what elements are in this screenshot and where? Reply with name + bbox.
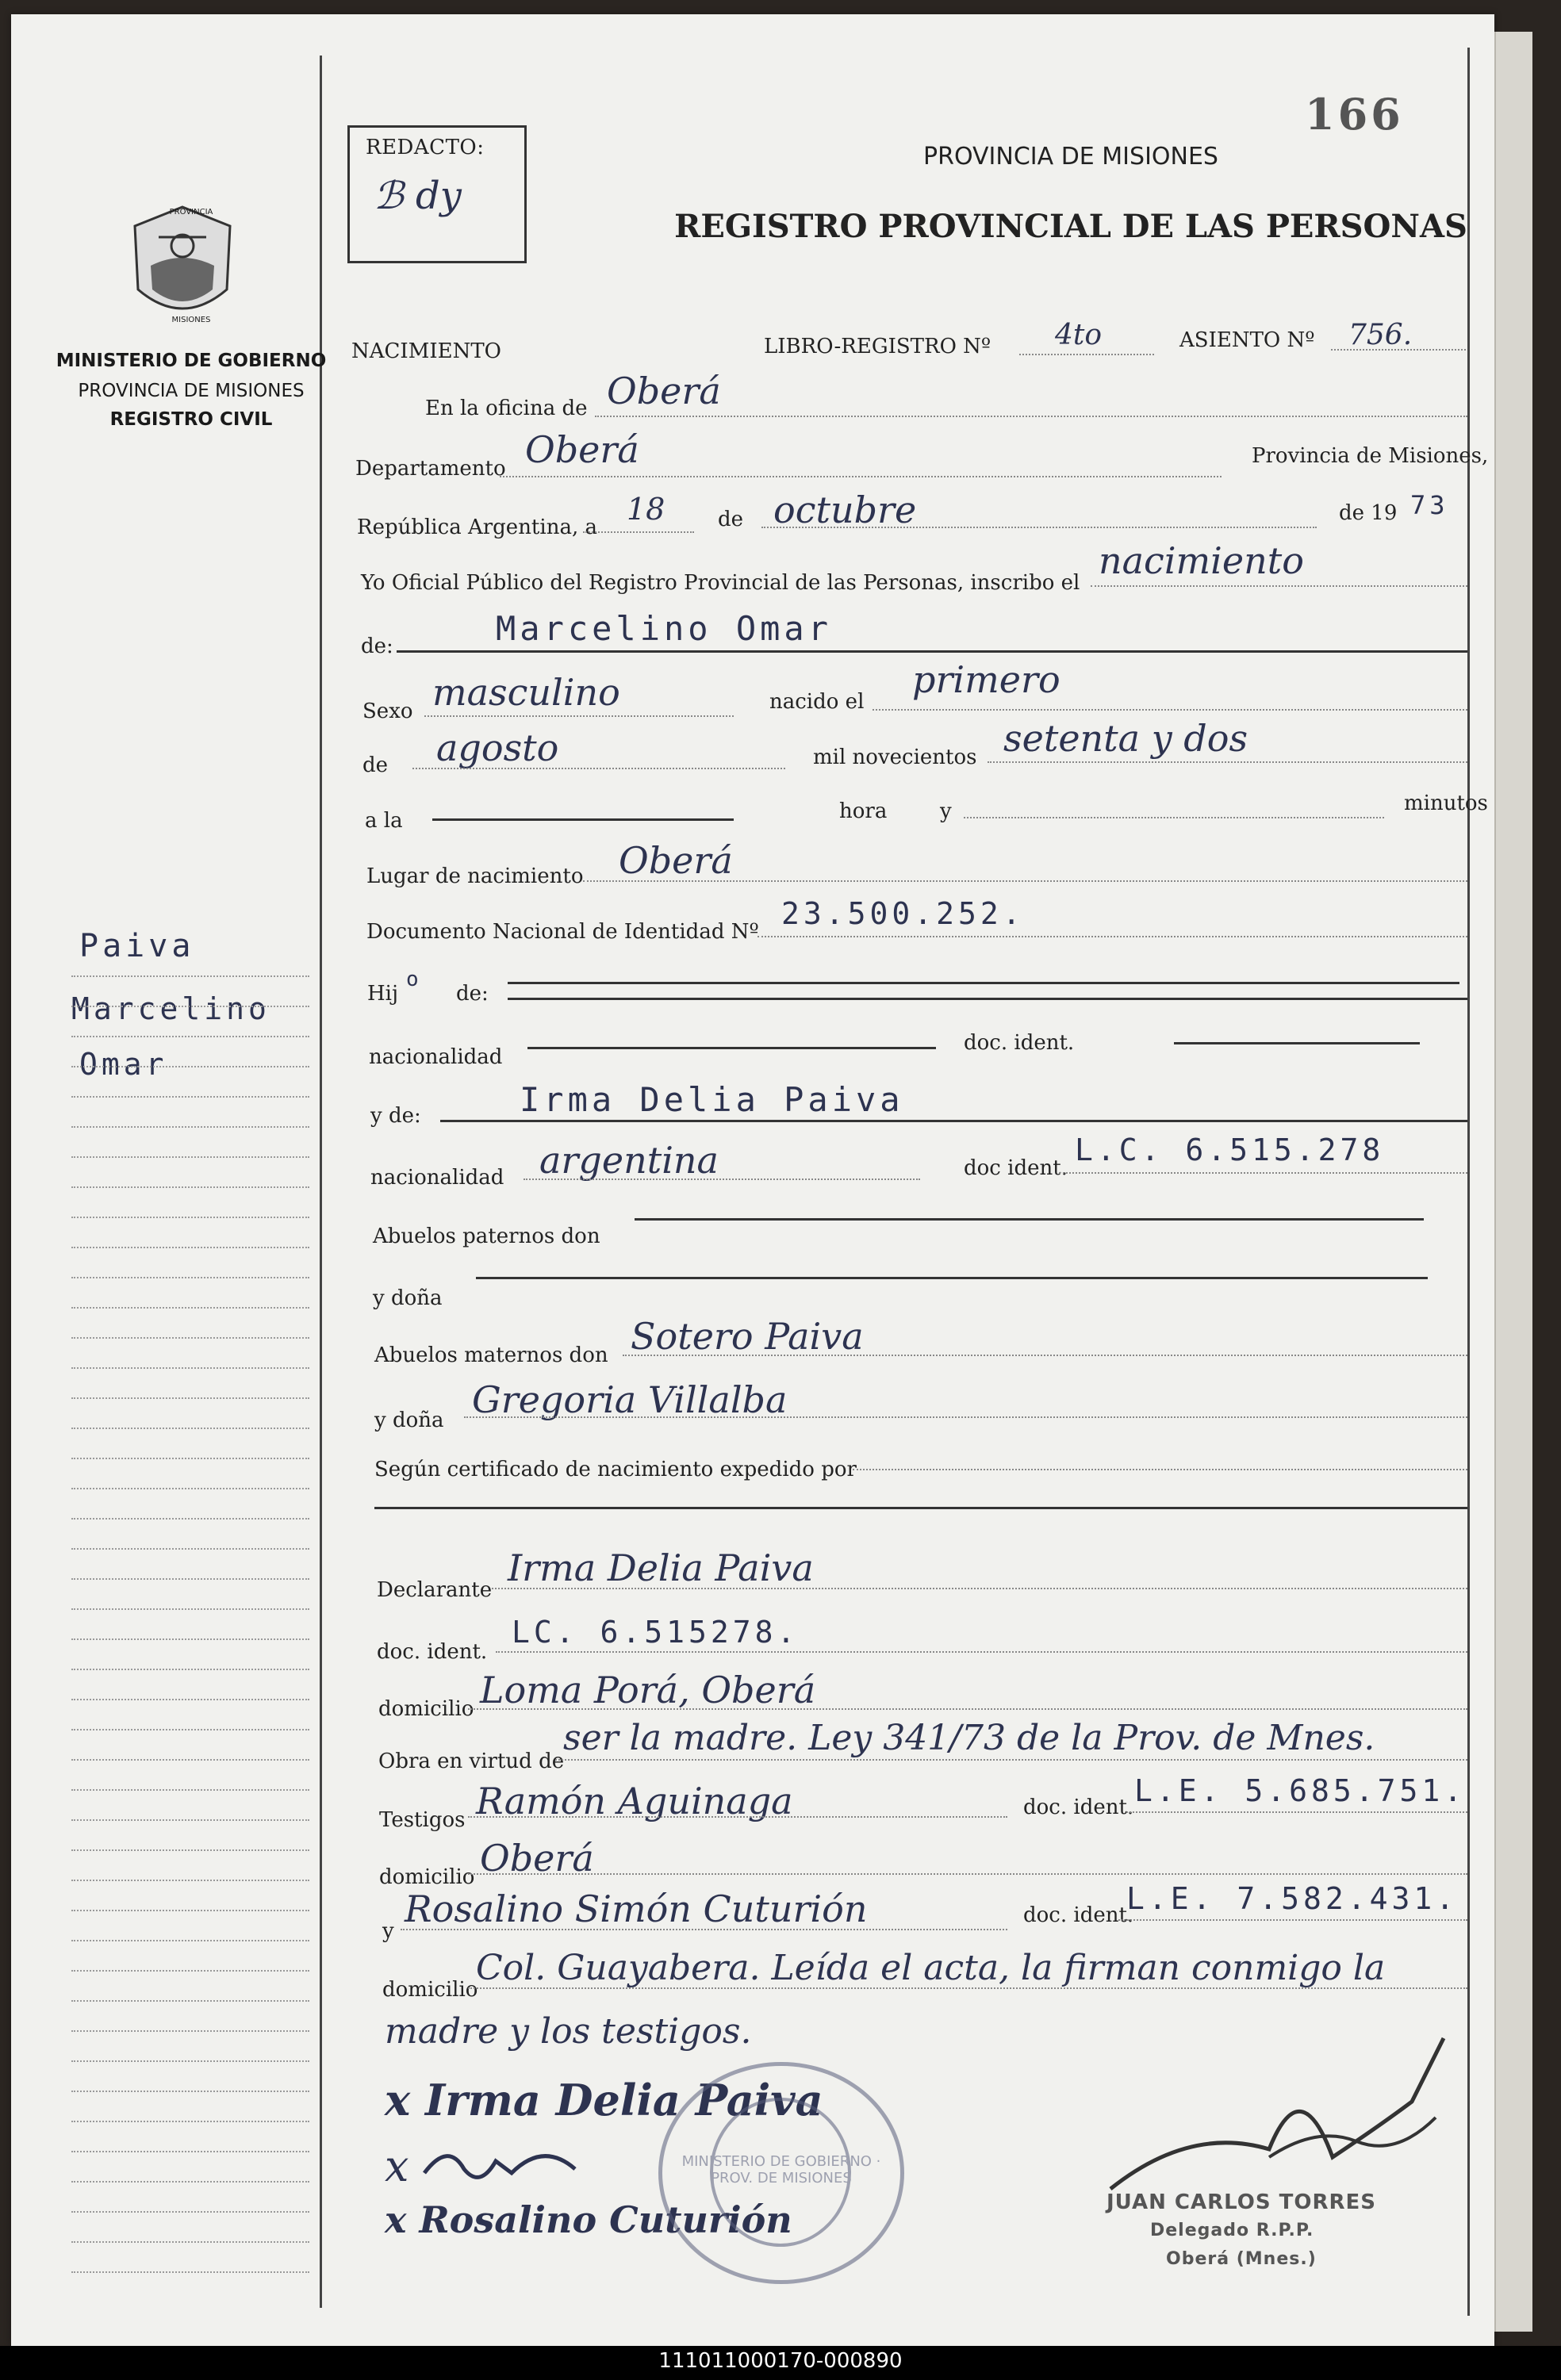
margin-rule (71, 1548, 309, 1550)
margin-rule (71, 1428, 309, 1429)
year-label: mil novecientos (813, 745, 977, 769)
paternal-grandparents-label: Abuelos paternos don (373, 1224, 600, 1248)
page-number: 166 (1305, 89, 1404, 140)
month-de-label: de (362, 753, 389, 777)
hour-label: hora (839, 799, 888, 823)
father-line-1 (508, 982, 1459, 984)
mother-label: y de: (370, 1104, 421, 1128)
redacto-initials: ℬ dy (374, 174, 462, 218)
witness1-value: Ramón Aguinaga (476, 1780, 793, 1822)
mother-doc-line (1059, 1172, 1467, 1174)
maternal-grandfather-line (623, 1355, 1467, 1356)
hour-line (432, 818, 734, 821)
declarant-doc-line (496, 1651, 1467, 1653)
margin-note-surname: Paiva (79, 928, 195, 964)
margin-rule (71, 1337, 309, 1339)
margin-rule (71, 1307, 309, 1309)
sex-value: masculino (432, 671, 620, 714)
mother-doc-value: L.C. 6.515.278 (1075, 1133, 1385, 1167)
margin-rule (71, 2151, 309, 2152)
paternal-grandmother-label: y doña (373, 1286, 443, 1310)
father-doc-label: doc. ident. (964, 1031, 1075, 1055)
seal-top-text: PROVINCIA (169, 208, 213, 217)
mother-name-line (440, 1120, 1467, 1122)
official-seal (658, 2062, 904, 2284)
margin-rule (71, 1940, 309, 1941)
margin-rule (71, 1759, 309, 1761)
maternal-grandfather-value: Sotero Paiva (631, 1315, 864, 1358)
day-value: 18 (627, 492, 665, 527)
margin-rule (71, 2271, 309, 2273)
margin-rule (71, 1488, 309, 1489)
declarant-value: Irma Delia Paiva (508, 1546, 814, 1589)
born-line (873, 709, 1467, 711)
witness2-doc-label: doc. ident. (1023, 1903, 1134, 1927)
entry-label: ASIENTO Nº (1179, 328, 1315, 352)
margin-note-middle: Omar (79, 1047, 168, 1082)
witness-y-label: y (382, 1919, 394, 1943)
declarant-doc-label: doc. ident. (377, 1640, 488, 1664)
department-label: Departamento (355, 457, 506, 481)
margin-rule (71, 1397, 309, 1399)
department-line (500, 476, 1222, 477)
book-label: LIBRO-REGISTRO Nº (764, 335, 991, 358)
witness2-address-value: Col. Guayabera. Leída el acta, la firman conmigo la (476, 1948, 1386, 1988)
father-de-label: de: (456, 982, 489, 1006)
margin-rule (71, 1367, 309, 1369)
department-value: Oberá (525, 428, 639, 471)
page-edge (1494, 32, 1532, 2332)
mother-nationality-value: argentina (539, 1139, 719, 1182)
day-line (583, 531, 694, 533)
margin-rule (71, 2060, 309, 2062)
hour-prefix: a la (365, 809, 403, 833)
witness1-line (468, 1816, 1007, 1818)
witness2-address-line (468, 1987, 1467, 1989)
redacto-label: REDACTO: (366, 136, 485, 159)
official-place: Oberá (Mnes.) (1166, 2249, 1317, 2269)
witness2-address-label: domicilio (382, 1978, 478, 2002)
ministry-line-3: REGISTRO CIVIL (109, 409, 273, 430)
born-value: primero (912, 658, 1060, 701)
closing-value: madre y los testigos. (385, 2011, 752, 2052)
entry-line (1331, 349, 1466, 351)
margin-rule (71, 1006, 309, 1007)
province-heading: PROVINCIA DE MISIONES (923, 143, 1218, 171)
book-value: 4to (1055, 319, 1103, 351)
ministry-line-2: PROVINCIA DE MISIONES (78, 381, 305, 401)
paternal-grandfather-line (635, 1218, 1424, 1221)
dni-value: 23.500.252. (781, 896, 1025, 931)
declarant-line (492, 1588, 1467, 1589)
virtue-line (555, 1759, 1467, 1761)
birthplace-line (583, 880, 1467, 882)
witness1-address-value: Oberá (480, 1837, 594, 1880)
margin-rule (71, 1910, 309, 1911)
witness1-address-label: domicilio (379, 1865, 475, 1889)
birthplace-value: Oberá (619, 839, 733, 882)
margin-rule (71, 1638, 309, 1640)
witness-label: Testigos (379, 1808, 466, 1832)
province-suffix: Provincia de Misiones, (1252, 444, 1489, 468)
seal-text: MINISTERIO DE GOBIERNO · PROV. DE MISIONES (681, 2153, 881, 2186)
virtue-label: Obra en virtud de (378, 1750, 565, 1773)
declarant-label: Declarante (377, 1578, 493, 1602)
signature-witness1-scrawl (416, 2133, 591, 2189)
margin-rule (71, 1608, 309, 1610)
margin-rule (71, 2121, 309, 2122)
margin-rule (71, 1036, 309, 1037)
father-doc-line (1174, 1042, 1420, 1044)
margin-rule (71, 1066, 309, 1067)
virtue-value: ser la madre. Ley 341/73 de la Prov. de Mnes. (563, 1718, 1375, 1758)
birth-year-line (988, 761, 1467, 763)
margin-rule (71, 2030, 309, 2032)
republic-label: República Argentina, a (357, 515, 597, 539)
witness1-doc-label: doc. ident. (1023, 1796, 1134, 1819)
margin-rule (71, 1819, 309, 1821)
footer-id: 111011000170-000890 (658, 2349, 903, 2373)
born-label: nacido el (769, 690, 865, 714)
margin-rule (71, 1849, 309, 1851)
redacto-box (347, 125, 527, 263)
statement-value: nacimiento (1099, 539, 1304, 582)
witness2-line (401, 1929, 1007, 1930)
birthplace-label: Lugar de nacimiento (366, 864, 584, 888)
mother-doc-label: doc ident. (964, 1156, 1068, 1180)
child-name-line (397, 650, 1467, 653)
registry-heading: REGISTRO PROVINCIAL DE LAS PERSONAS (674, 208, 1467, 245)
maternal-grandparents-label: Abuelos maternos don (374, 1343, 608, 1367)
year-prefix: de 19 (1339, 501, 1398, 525)
dni-label: Documento Nacional de Identidad Nº (366, 920, 759, 944)
minutes-label: minutos (1404, 791, 1488, 815)
maternal-grandmother-line (464, 1416, 1467, 1418)
declarant-address-label: domicilio (378, 1697, 474, 1721)
official-role: Delegado R.P.P. (1150, 2221, 1314, 2240)
margin-rule (71, 1156, 309, 1158)
statement-line (1091, 585, 1467, 587)
declarant-address-value: Loma Porá, Oberá (480, 1669, 816, 1711)
seal-bottom-text: MISIONES (171, 316, 211, 324)
margin-rule (71, 1096, 309, 1098)
margin-rule (71, 1699, 309, 1700)
father-nationality-line (527, 1047, 936, 1049)
father-line-2 (508, 998, 1467, 1000)
birth-month-line (412, 768, 785, 769)
witness1-doc-value: L.E. 5.685.751. (1134, 1773, 1467, 1808)
margin-rule (71, 2211, 309, 2213)
margin-note-name: Marcelino (71, 991, 270, 1026)
statement-text: Yo Oficial Público del Registro Provincial de las Personas, inscribo el (361, 571, 1080, 595)
office-label: En la oficina de (425, 397, 588, 420)
month-value: octubre (773, 489, 917, 531)
witness2-doc-line (1118, 1919, 1467, 1921)
margin-rule (71, 1729, 309, 1730)
signature-witness1: x (385, 2141, 409, 2191)
declarant-address-line (468, 1708, 1467, 1710)
margin-rule (71, 1880, 309, 1881)
official-name: JUAN CARLOS TORRES (1107, 2190, 1377, 2214)
coat-of-arms-icon (127, 202, 238, 329)
official-signature (1095, 2006, 1459, 2213)
office-line (595, 416, 1467, 417)
birth-year-value: setenta y dos (1003, 717, 1248, 760)
month-line (761, 527, 1317, 528)
ministry-line-1: MINISTERIO DE GOBIERNO (56, 351, 327, 371)
mother-nationality-line (524, 1179, 920, 1180)
margin-rule (71, 1247, 309, 1248)
sex-line (424, 715, 734, 717)
margin-rule (71, 2241, 309, 2243)
hijo-label: Hij (367, 982, 399, 1006)
witness1-address-line (468, 1873, 1467, 1875)
mother-nationality-label: nacionalidad (370, 1166, 504, 1190)
certificate-line-1 (853, 1469, 1467, 1470)
margin-rule (71, 2000, 309, 2002)
margin-rule (71, 1518, 309, 1520)
hijo-suffix: o (406, 968, 423, 991)
registered-de-label: de: (361, 634, 393, 658)
act-type-label: NACIMIENTO (351, 339, 501, 363)
certificate-line-2 (374, 1507, 1467, 1509)
birth-month-value: agosto (436, 726, 559, 769)
margin-rule (71, 1970, 309, 1972)
maternal-grandmother-value: Gregoria Villalba (472, 1378, 788, 1421)
signature-mother: x Irma Delia Paiva (385, 2075, 823, 2125)
margin-rule (71, 975, 309, 977)
minutes-line (964, 817, 1384, 818)
witness1-doc-line (1126, 1811, 1467, 1813)
witness2-value: Rosalino Simón Cuturión (405, 1888, 868, 1930)
dni-line (757, 936, 1467, 937)
paternal-grandmother-line (476, 1277, 1428, 1279)
declarant-doc-value: LC. 6.515278. (512, 1615, 800, 1650)
hour-y-label: y (940, 799, 952, 823)
margin-rule (71, 1126, 309, 1128)
father-nationality-label: nacionalidad (369, 1045, 503, 1069)
witness2-doc-value: L.E. 7.582.431. (1126, 1881, 1459, 1916)
date-de-label: de (718, 508, 744, 531)
margin-rule (71, 1458, 309, 1459)
margin-rule (71, 1217, 309, 1218)
margin-rule (71, 1669, 309, 1670)
margin-rule (71, 1789, 309, 1791)
maternal-grandmother-label: y doña (374, 1408, 444, 1432)
year-suffix: 73 (1410, 490, 1449, 520)
signature-witness2: x Rosalino Cuturión (385, 2198, 792, 2241)
margin-rule (71, 2181, 309, 2183)
mother-name-value: Irma Delia Paiva (520, 1080, 904, 1119)
sex-label: Sexo (362, 699, 413, 723)
child-name-value: Marcelino Omar (496, 609, 833, 648)
entry-value: 756. (1348, 319, 1413, 351)
margin-rule (71, 1578, 309, 1580)
right-border (1467, 48, 1470, 2316)
office-value: Oberá (607, 370, 721, 412)
certificate-label: Según certificado de nacimiento expedido por (374, 1458, 857, 1481)
margin-rule (71, 1277, 309, 1278)
book-line (1019, 354, 1154, 355)
margin-rule (71, 2091, 309, 2092)
margin-rule (71, 1186, 309, 1188)
